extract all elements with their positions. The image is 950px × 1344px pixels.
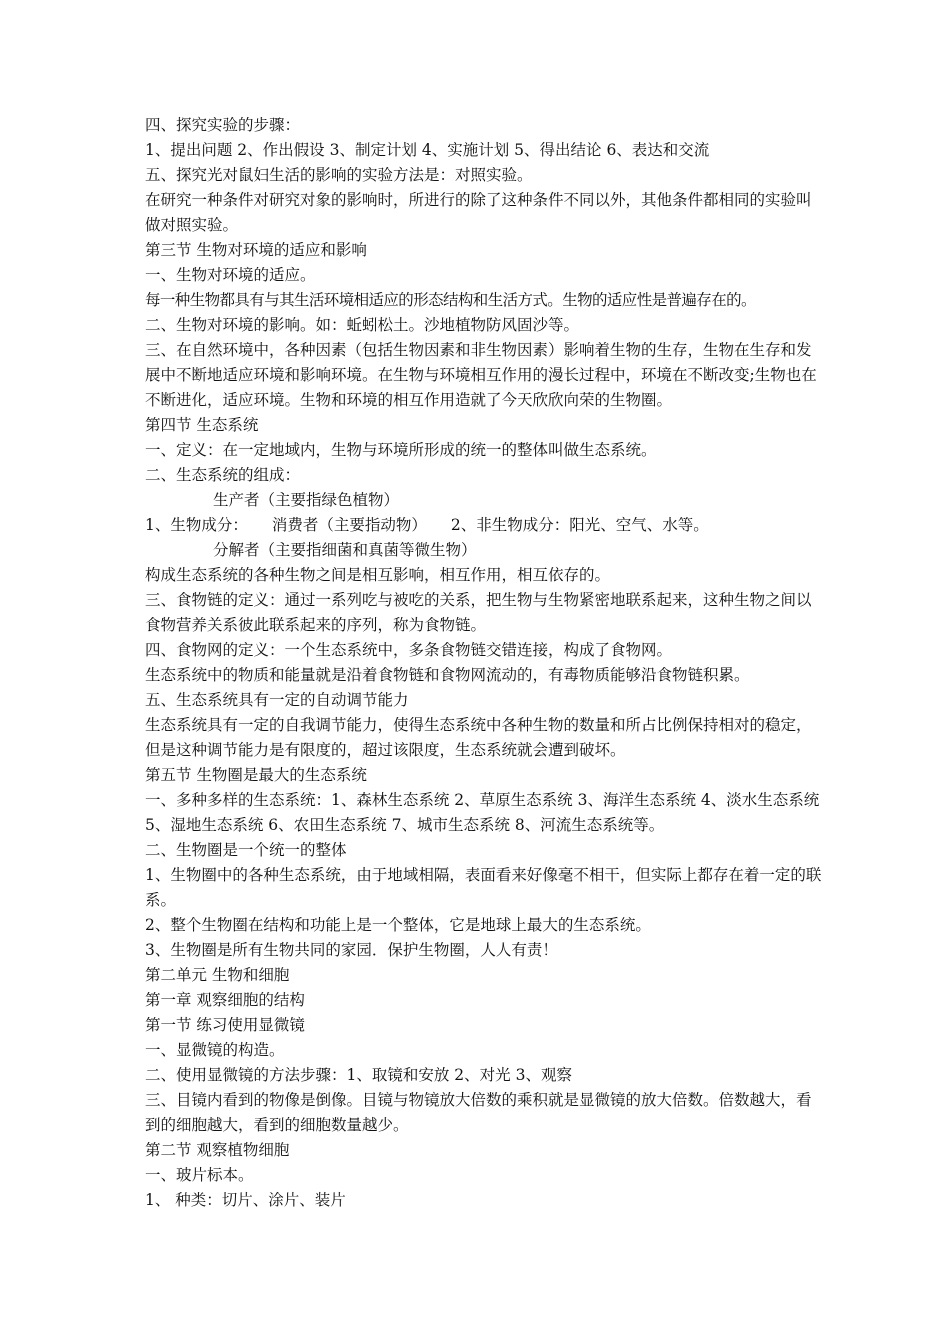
biotic-label: 1、生物成分： (145, 516, 248, 534)
text-paragraph: 一、多种多样的生态系统：1、森林生态系统 2、草原生态系统 3、海洋生态系统 4、淡水生态系统 5、湿地生态系统 6、农田生态系统 7、城市生态系统 8、河流生态系统等。 (145, 791, 820, 834)
text-line: 二、生物圈是一个统一的整体 (145, 841, 347, 859)
text-paragraph: 三、食物链的定义：通过一系列吃与被吃的关系，把生物与生物紧密地联系起来，这种生物之间以食物营养关系彼此联系起来的序列，称为食物链。 (145, 591, 812, 634)
decomposer-line: 分解者（主要指细菌和真菌等微生物） (213, 541, 477, 559)
text-line: 五、探究光对鼠妇生活的影响的实验方法是：对照实验。 (145, 166, 533, 184)
consumer-label: 消费者（主要指动物） (271, 516, 427, 534)
text-paragraph: 生态系统具有一定的自我调节能力，使得生态系统中各种生物的数量和所占比例保持相对的稳定，但是这种调节能力是有限度的，超过该限度，生态系统就会遭到破坏。 (145, 716, 812, 759)
section-heading: 第三节 生物对环境的适应和影响 (145, 241, 367, 259)
document-page (145, 113, 825, 1213)
text-line: 3、生物圈是所有生物共同的家园．保护生物圈，人人有责！ (145, 941, 558, 959)
text-line: 四、探究实验的步骤： (145, 116, 301, 134)
text-paragraph: 三、在自然环境中，各种因素（包括生物因素和非生物因素）影响着生物的生存，生物在生存和发展中不断地适应环境和影响环境。在生物与环境相互作用的漫长过程中，环境在不断改变;生物也在不断进化，适应环境。生物和环境的相互作用造就了今天欣欣向荣的生物圈。 (145, 341, 817, 409)
chapter-heading: 第一章 观察细胞的结构 (145, 991, 305, 1009)
components-line (145, 513, 825, 538)
text-line: 1、提出问题 2、作出假设 3、制定计划 4、实施计划 5、得出结论 6、表达和交流 (145, 141, 710, 159)
text-line: 一、生物对环境的适应。 (145, 266, 316, 284)
text-line: 二、生态系统的组成： (145, 466, 301, 484)
text-line: 一、定义：在一定地域内，生物与环境所形成的统一的整体叫做生态系统。 (145, 441, 657, 459)
section-heading: 第二节 观察植物细胞 (145, 1141, 290, 1159)
text-line: 五、生态系统具有一定的自动调节能力 (145, 691, 409, 709)
abiotic-label: 2、非生物成分：阳光、空气、水等。 (450, 516, 709, 534)
text-paragraph: 三、目镜内看到的物像是倒像。目镜与物镜放大倍数的乘积就是显微镜的放大倍数。倍数越大，看到的细胞越大，看到的细胞数量越少。 (145, 1091, 812, 1134)
section-heading: 第五节 生物圈是最大的生态系统 (145, 766, 367, 784)
section-heading: 第四节 生态系统 (145, 416, 259, 434)
text-line: 一、显微镜的构造。 (145, 1041, 285, 1059)
unit-heading: 第二单元 生物和细胞 (145, 966, 290, 984)
text-line: 二、使用显微镜的方法步骤：1、取镜和安放 2、对光 3、观察 (145, 1066, 572, 1084)
text-line: 一、玻片标本。 (145, 1166, 254, 1184)
text-paragraph: 在研究一种条件对研究对象的影响时，所进行的除了这种条件不同以外，其他条件都相同的实验叫做对照实验。 (145, 191, 812, 234)
section-heading: 第一节 练习使用显微镜 (145, 1016, 305, 1034)
producer-line: 生产者（主要指绿色植物） (213, 491, 400, 509)
text-line: 1、 种类：切片、涂片、装片 (145, 1191, 346, 1209)
text-line: 二、生物对环境的影响。如：蚯蚓松土。沙地植物防风固沙等。 (145, 316, 580, 334)
text-line: 2、整个生物圈在结构和功能上是一个整体，它是地球上最大的生态系统。 (145, 916, 651, 934)
text-line: 每一种生物都具有与其生活环境相适应的形态结构和生活方式。生物的适应性是普遍存在的。 (145, 291, 756, 309)
text-line: 四、食物网的定义：一个生态系统中，多条食物链交错连接，构成了食物网。 (145, 641, 673, 659)
text-line: 构成生态系统的各种生物之间是相互影响，相互作用，相互依存的。 (145, 566, 611, 584)
text-paragraph: 1、生物圈中的各种生态系统，由于地域相隔，表面看来好像毫不相干，但实际上都存在着一定的联系。 (145, 866, 822, 909)
text-line: 生态系统中的物质和能量就是沿着食物链和食物网流动的，有毒物质能够沿食物链积累。 (145, 666, 750, 684)
